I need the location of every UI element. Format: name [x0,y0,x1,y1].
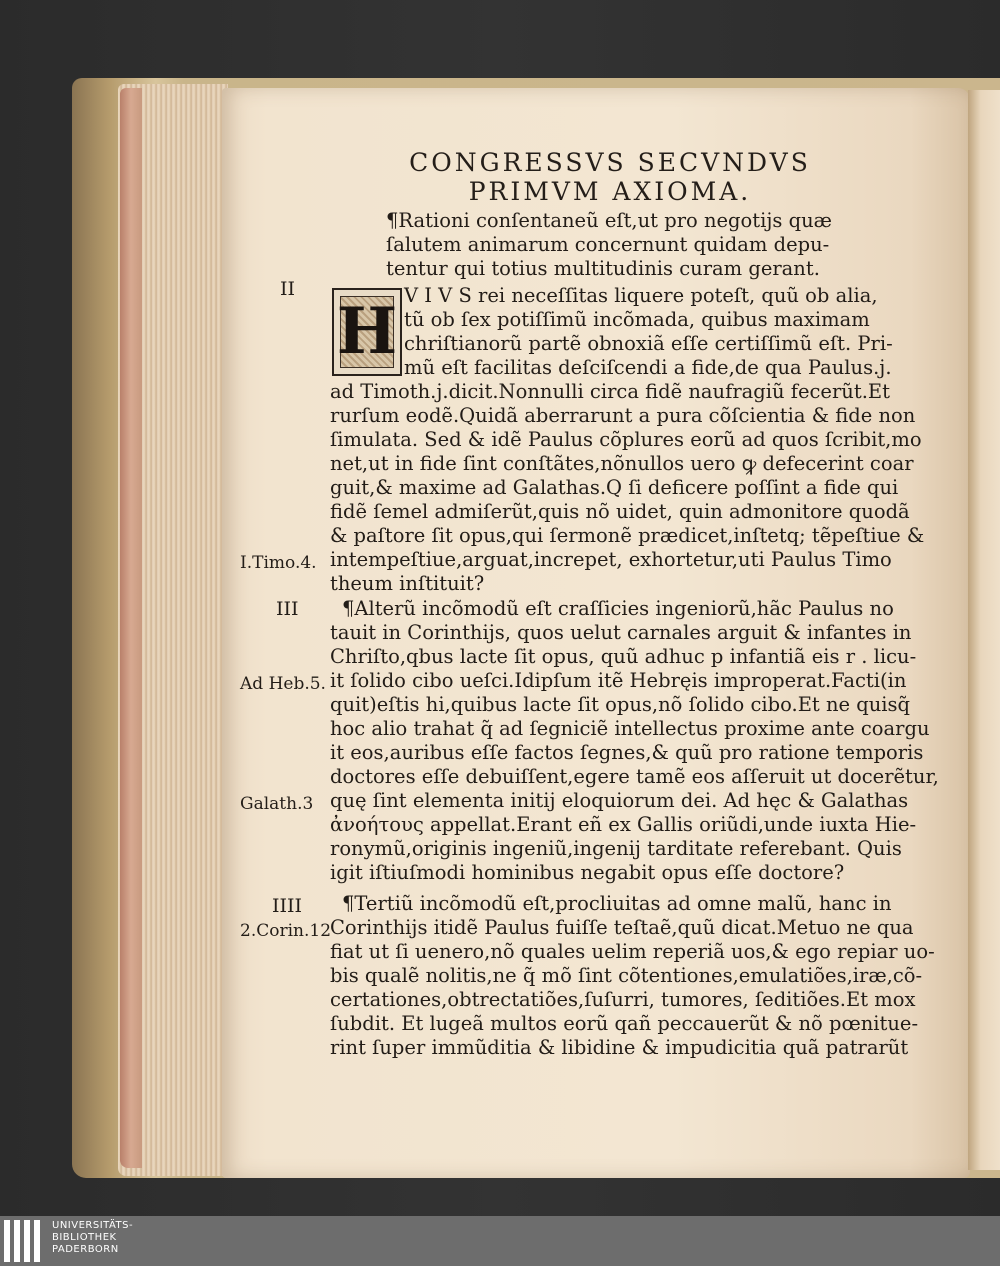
text-line: igit iſtiuſmodi hominibus negabit opus eſſe doctore? [330,861,845,884]
text-line: intempeſtiue,arguat,increpet, exhortetur,uti Paulus Timo [330,548,892,571]
library-name [52,1220,133,1256]
text-line: & paſtore ſit opus,qui ſermonẽ prædicet,inſtetq; tẽpeſtiue & [330,524,925,547]
heading-line-1: CONGRESSVS SECVNDVS [409,148,811,177]
text-line: V I V S rei neceſſitas liquere poteſt, quũ ob alia, [404,284,878,307]
text-line: rint ſuper immũditia & libidine & impudicitia quã patrarũt [330,1036,909,1059]
text-line: Corinthijs itidẽ Paulus fuiſſe teſtaẽ,quũ dicat.Metuo ne qua [330,916,914,939]
text-line: theum inſtituit? [330,572,485,595]
text-line: guit,& maxime ad Galathas.Q ſi deficere poſſint a fide qui [330,476,899,499]
text-line: ronymũ,originis ingeniũ,ingenij tarditate referebant. Quis [330,837,902,860]
section-number: III [276,598,299,620]
text-line: it ſolido cibo ueſci.Idipſum itẽ Hebręis improperat.Facti(in [330,669,907,692]
text-line: fidẽ ſemel admiſerũt,quis nõ uidet, quin admonitore quodã [330,500,910,523]
text-line: fiat ut ſi uenero,nõ quales uelim reperiã uos,& ego repiar uo- [330,940,935,963]
margin-note: Ad Heb.5. [240,674,326,694]
text-line: quit)eſtis hi,quibus lacte ſit opus,nõ ſolido cibo.Et ne quisq̃ [330,693,911,716]
library-logo-icon [2,1220,42,1262]
margin-note: I.Timo.4. [240,553,317,573]
library-name-line: UNIVERSITÄTS- [52,1220,134,1231]
text-line: tauit in Corinthijs, quos uelut carnales arguit & infantes in [330,621,912,644]
axioma-line: tentur qui totius multitudinis curam gerant. [386,257,820,280]
library-name-line: BIBLIOTHEK [52,1232,117,1243]
text-line: hoc alio trahat q̃ ad ſegniciẽ intellectus proxime ante coargu [330,717,930,740]
text-line: net,ut in fide ſint conſtãtes,nõnullos uero ꝙ defecerint coar [330,452,914,475]
library-name-line: PADERBORN [52,1244,119,1255]
text-line: certationes,obtrectatiões,ſuſurri, tumores, ſeditiões.Et mox [330,988,916,1011]
text-line: ἀνοήτους appellat.Erant eñ ex Gallis oriũdi,unde iuxta Hie- [330,813,917,836]
margin-note: Galath.3 [240,794,314,814]
text-line: chriſtianorũ partẽ obnoxiã eſſe certiſſimũ eſt. Pri- [404,332,893,355]
text-line: tũ ob ſex potiſſimũ incõmada, quibus maximam [404,308,870,331]
library-footer [0,1216,1000,1266]
axioma-line: ¶Rationi conſentaneũ eſt,ut pro negotiјs quæ [386,209,832,232]
text-line: quę ſint elementa initij eloquiorum dei. Ad hęc & Galathas [330,789,909,812]
text-line: ¶Alterũ incõmodũ eſt craſſicies ingeniorũ,hãc Paulus no [342,597,894,620]
axioma-line: ſalutem animarum concernunt quidam depu- [386,233,830,256]
text-line: rurſum eodẽ.Quidã aberrarunt a pura cõſcientia & fide non [330,404,916,427]
section-number: II [280,278,296,300]
text-line: ſubdit. Et lugeã multos eorũ qañ peccauerũt & nõ pœnitue- [330,1012,919,1035]
text-line: ſimulata. Sed & idẽ Paulus cõplures eorũ ad quos ſcribit,mo [330,428,922,451]
text-line: ad Timoth.j.dicit.Nonnulli circa fidẽ naufragiũ fecerũt.Et [330,380,890,403]
text-line: doctores eſſe debuiſſent,egere tamẽ eos aſſeruit ut docerẽtur, [330,765,939,788]
section-number: IIII [272,895,303,917]
drop-cap-letter: H [336,294,398,369]
drop-cap-woodcut [332,288,402,376]
heading-line-2: PRIMVM AXIOMA. [468,177,752,206]
text-line: bis qualẽ nolitis,ne q̃ mõ ſint cõtentiones,emulatiões,iræ,cõ- [330,964,923,987]
text-line: mũ eſt facilitas deſciſcendi a fide,de qua Paulus.j. [404,356,892,379]
text-line: it eos,auribus eſſe factos ſegnes,& quũ pro ratione temporis [330,741,924,764]
text-line: ¶Tertiũ incõmodũ eſt,procliuitas ad omne malũ, hanc in [342,892,892,915]
margin-note: 2.Corin.12 [240,921,332,941]
text-line: Chriſto,qbus lacte ſit opus, quũ adhuc p infantiã eis r . licu- [330,645,917,668]
